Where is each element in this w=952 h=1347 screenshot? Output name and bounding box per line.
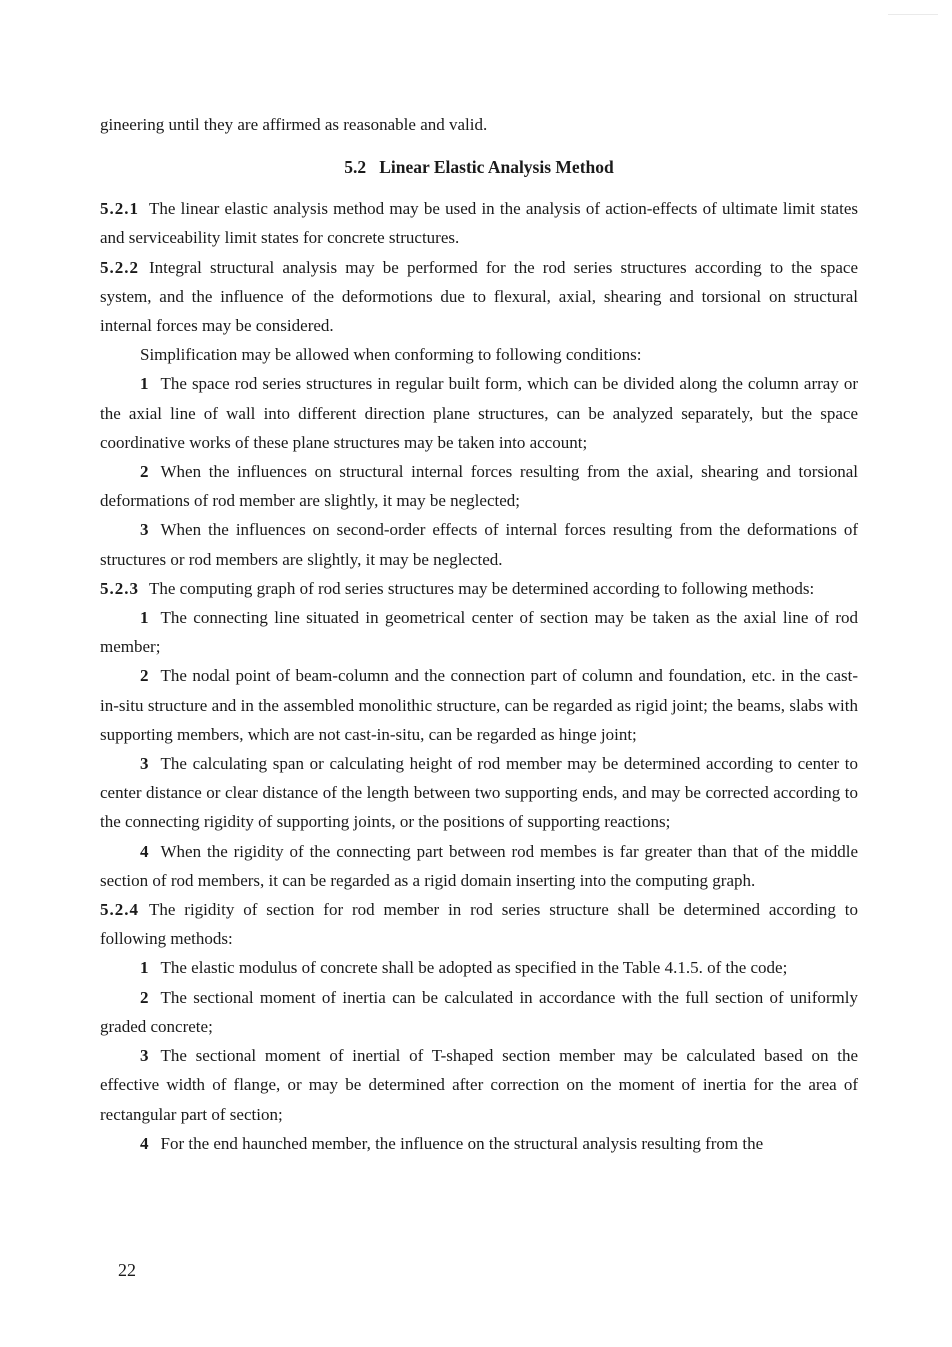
continuation-text: gineering until they are affirmed as reasonable and valid. [100,115,488,134]
clause-intro: Simplification may be allowed when conforming to following conditions: [140,345,642,365]
list-item [100,1041,858,1129]
list-item [100,1129,858,1158]
clause-5-2-3 [100,574,858,603]
item-text: The connecting line situated in geometrical center of section may be taken as the axial line of rod member; [100,608,858,657]
item-number: 4 [140,841,149,861]
item-text: The elastic modulus of concrete shall be adopted as specified in the Table 4.1.5. of the code; [160,958,788,978]
item-number: 4 [140,1133,149,1153]
list-item [100,749,858,837]
clause-5-2-1 [100,194,858,252]
item-number: 1 [140,958,149,978]
list-item [100,457,858,515]
list-item [100,837,858,895]
section-heading [100,153,858,182]
clause-number: 5.2.2 [100,257,139,277]
clause-number: 5.2.3 [100,578,139,598]
item-text: The sectional moment of inertial of T-shaped section member may be calculated based on the effective width of flange, or may be determined after correction on the moment of inertia for the area of rectangular part of section; [100,1046,858,1124]
list-item [100,953,858,982]
item-number: 2 [140,987,149,1007]
item-number: 1 [140,608,149,628]
list-item [100,515,858,573]
item-number: 3 [140,1046,149,1066]
item-text: For the end haunched member, the influence on the structural analysis resulting from the [160,1133,764,1153]
clause-text: The computing graph of rod series structures may be determined according to following methods: [149,578,815,598]
item-text: When the influences on second-order effects of internal forces resulting from the deformations of structures or rod members are slightly, it may be neglected. [100,520,858,569]
list-item [100,983,858,1041]
clause-5-2-2 [100,253,858,341]
item-text: The nodal point of beam-column and the connection part of column and foundation, etc. in the cast-in-situ structure and in the assembled monolithic structure, can be regarded as rigid joint; the beams, slabs with supporting members, which are not cast-in-situ, can be regarded as hinge joint; [100,666,858,744]
page-body [100,110,858,1158]
scan-mark [888,14,938,15]
clause-text: Integral structural analysis may be performed for the rod series structures according to the space system, and the influence of the deformotions due to flexural, axial, shearing and torsional on structural internal forces may be considered. [100,257,858,336]
item-number: 2 [140,666,149,686]
item-number: 3 [140,754,149,774]
clause-number: 5.2.1 [100,199,139,219]
clause-number: 5.2.4 [100,900,139,920]
item-number: 2 [140,462,149,482]
item-text: The space rod series structures in regular built form, which can be divided along the column array or the axial line of wall into different direction plane structures, can be analyzed separately, but the space coordinative works of these plane structures may be taken into account; [100,374,858,452]
list-item [100,369,858,457]
clause-5-2-4 [100,895,858,953]
item-text: The sectional moment of inertia can be calculated in accordance with the full section of uniformly graded concrete; [100,987,858,1036]
section-title: Linear Elastic Analysis Method [379,157,614,178]
item-text: When the rigidity of the connecting part between rod membes is far greater than that of the middle section of rod members, it can be regarded as a rigid domain inserting into the computing graph. [100,841,858,890]
item-number: 1 [140,374,149,394]
list-item [100,661,858,749]
item-number: 3 [140,520,149,540]
clause-text: The linear elastic analysis method may be used in the analysis of action-effects of ultimate limit states and serviceability limit states for concrete structures. [100,199,858,248]
section-number: 5.2 [344,157,367,178]
clause-text: The rigidity of section for rod member in rod series structure shall be determined according to following methods: [100,900,858,949]
item-text: The calculating span or calculating height of rod member may be determined according to center to center distance or clear distance of the length between two supporting ends, and may be corrected according to the connecting rigidity of supporting joints, or the positions of supporting reactions; [100,754,858,832]
list-item [100,603,858,661]
item-text: When the influences on structural internal forces resulting from the axial, shearing and torsional deformations of rod member are slightly, it may be neglected; [100,462,858,511]
page-number: 22 [118,1260,136,1280]
